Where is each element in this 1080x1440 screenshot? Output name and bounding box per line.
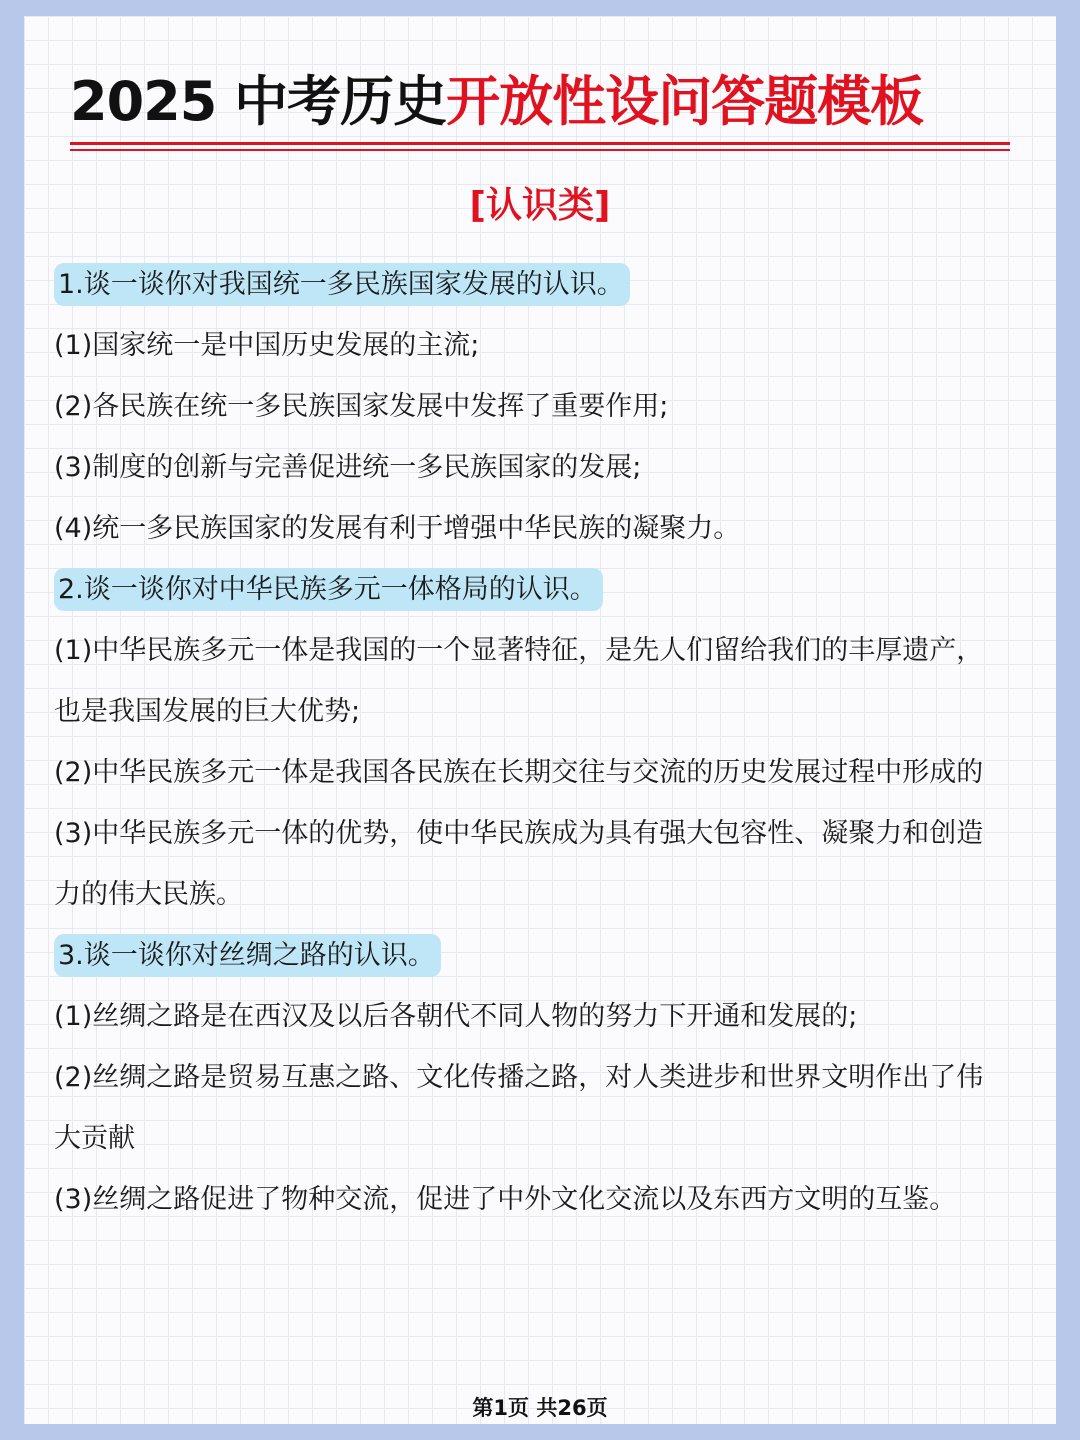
section-2 <box>54 559 1014 925</box>
question-highlight: 2.谈一谈你对中华民族多元一体格局的认识。 <box>54 568 603 611</box>
answer-item: (4)统一多民族国家的发展有利于增强中华民族的凝聚力。 <box>54 513 741 544</box>
answer-item: (1)中华民族多元一体是我国的一个显著特征，是先人们留给我们的丰厚遗产，也是我国发展的巨大优势; <box>54 635 984 727</box>
answer-item: (3)中华民族多元一体的优势，使中华民族成为具有强大包容性、凝聚力和创造力的伟大民族。 <box>54 818 984 910</box>
answer-item: (2)丝绸之路是贸易互惠之路、文化传播之路，对人类进步和世界文明作出了伟大贡献 <box>54 1062 984 1154</box>
section-1 <box>54 254 1014 559</box>
section-3 <box>54 925 1014 1230</box>
question-heading <box>54 254 1014 315</box>
category-heading: [认识类] <box>469 185 611 226</box>
question-heading <box>54 559 1014 620</box>
content-body <box>54 254 1014 1230</box>
page-title <box>70 62 1014 142</box>
title-underline <box>70 142 1010 145</box>
question-heading <box>54 925 1014 986</box>
title-black-part: 2025 中考历史 <box>70 70 447 133</box>
question-highlight: 3.谈一谈你对丝绸之路的认识。 <box>54 934 441 977</box>
answer-item: (1)国家统一是中国历史发展的主流; <box>54 330 480 361</box>
title-underline-secondary <box>70 149 1010 151</box>
page-indicator: 第1页 共26页 <box>472 1396 608 1420</box>
answer-item: (1)丝绸之路是在西汉及以后各朝代不同人物的努力下开通和发展的; <box>54 1001 858 1032</box>
title-red-part: 开放性设问答题模板 <box>446 70 924 133</box>
answer-item: (2)各民族在统一多民族国家发展中发挥了重要作用; <box>54 391 669 422</box>
answer-item: (2)中华民族多元一体是我国各民族在长期交往与交流的历史发展过程中形成的 <box>54 757 984 788</box>
answer-item: (3)制度的创新与完善促进统一多民族国家的发展; <box>54 452 642 483</box>
answer-item: (3)丝绸之路促进了物种交流，促进了中外文化交流以及东西方文明的互鉴。 <box>54 1184 957 1215</box>
question-highlight: 1.谈一谈你对我国统一多民族国家发展的认识。 <box>54 263 630 306</box>
